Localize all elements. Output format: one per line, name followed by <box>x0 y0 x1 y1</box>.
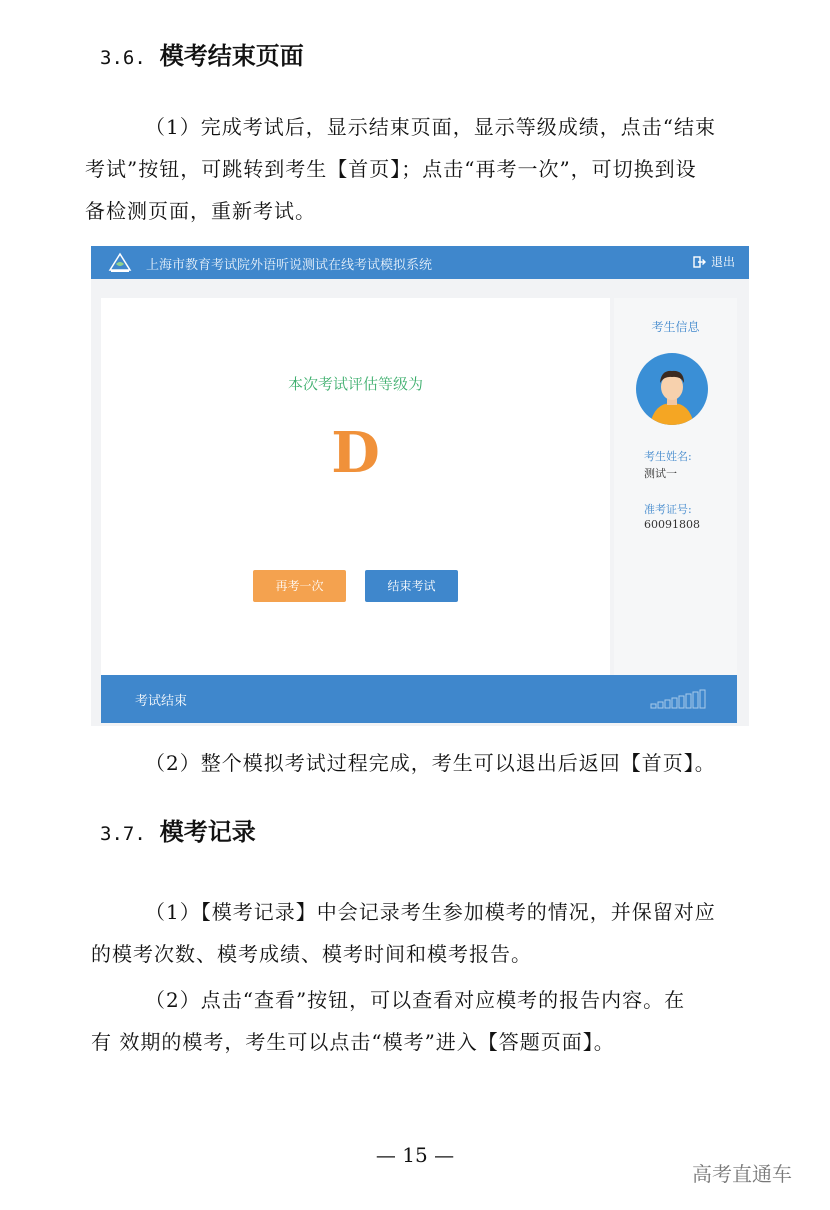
avatar-icon <box>636 353 708 425</box>
retry-exam-button[interactable]: 再考一次 <box>253 570 346 602</box>
section-title: 模考结束页面 <box>159 41 304 70</box>
id-label: 准考证号: <box>644 503 692 516</box>
student-info-panel <box>614 298 737 675</box>
paragraph-line: 的模考次数、模考成绩、模考时间和模考报告。 <box>91 942 532 966</box>
section-heading-3-6 <box>100 36 304 71</box>
logout-icon <box>693 256 706 268</box>
end-exam-button[interactable]: 结束考试 <box>365 570 458 602</box>
section-title: 模考记录 <box>159 817 256 846</box>
paragraph-line: 考试”按钮，可跳转到考生【首页】；点击“再考一次”，可切换到设 <box>85 157 697 181</box>
paragraph-line: （2）整个模拟考试过程完成，考生可以退出后返回【首页】。 <box>145 751 716 775</box>
paragraph-line: （1）完成考试后，显示结束页面，显示等级成绩，点击“结束 <box>145 115 716 139</box>
id-value: 60091808 <box>644 518 700 531</box>
system-title: 上海市教育考试院外语听说测试在线考试模拟系统 <box>146 258 433 273</box>
status-text: 考试结束 <box>135 694 188 709</box>
section-number: 3.6. <box>100 47 146 69</box>
section-number: 3.7. <box>100 823 146 845</box>
paragraph-line: （1）【模考记录】中会记录考生参加模考的情况，并保留对应 <box>145 900 716 924</box>
exam-system-screenshot <box>91 246 749 726</box>
name-value: 测试一 <box>644 467 677 480</box>
exam-logo-icon <box>107 250 133 276</box>
section-heading-3-7 <box>100 812 256 847</box>
paragraph-line: 备检测页面，重新考试。 <box>85 199 316 223</box>
name-label: 考生姓名: <box>644 450 692 463</box>
page-number: — 15 — <box>375 1143 455 1167</box>
rating-text: 本次考试评估等级为 <box>287 375 423 393</box>
student-info-title: 考生信息 <box>651 320 700 334</box>
logout-button[interactable] <box>693 253 735 270</box>
signal-bars-icon <box>649 687 709 709</box>
top-bar <box>91 246 749 279</box>
result-panel <box>101 298 610 675</box>
grade-value: D <box>331 420 380 486</box>
watermark: 高考直通车 <box>692 1162 792 1186</box>
paragraph-line: 有 效期的模考，考生可以点击“模考”进入【答题页面】。 <box>91 1030 615 1054</box>
avatar <box>636 353 708 425</box>
paragraph-line: （2）点击“查看”按钮，可以查看对应模考的报告内容。在 <box>145 988 686 1012</box>
logout-label: 退出 <box>710 255 735 269</box>
status-bar <box>101 675 737 723</box>
